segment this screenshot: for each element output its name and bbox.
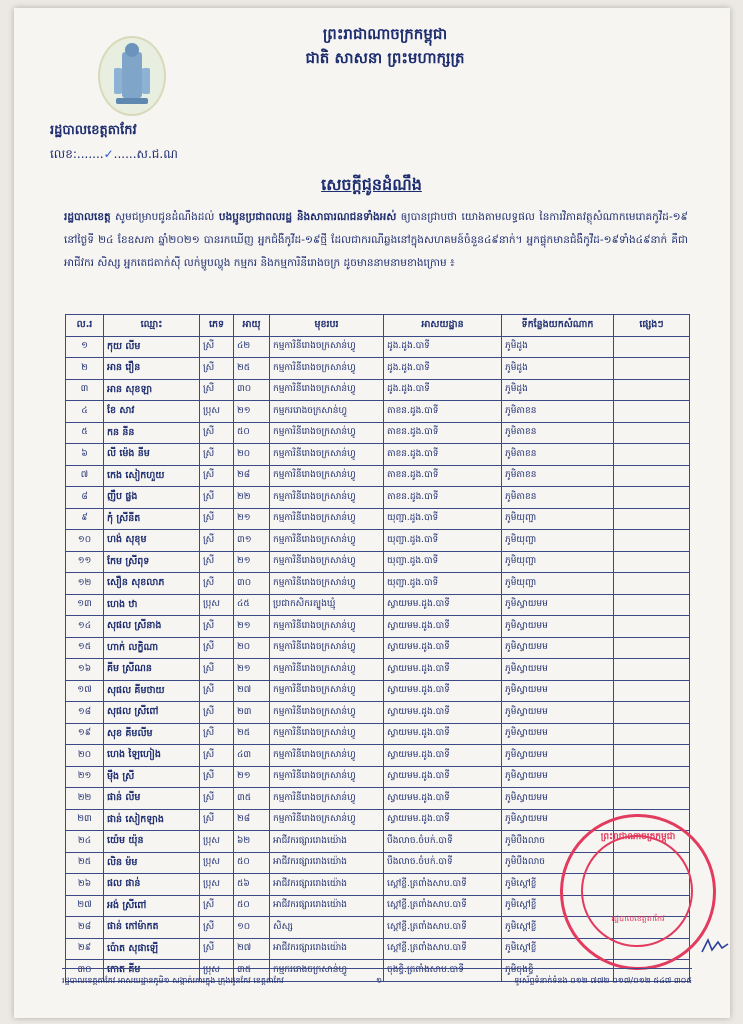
- col-sample-site-cell: ភូមិស្វាយមម: [502, 723, 614, 745]
- col-name-cell: ញឹប ផ្លង: [104, 487, 200, 509]
- col-address-cell: ដូង.ដូង.បាទី: [384, 336, 502, 358]
- col-sex-cell: ប្រុស: [200, 852, 234, 874]
- col-occupation-cell: កម្មការិនីរោងចក្រសាន់ហ្វូ: [270, 766, 384, 788]
- col-address-cell: ចុងខ្វិ.ត្រពាំងសាប.បាទី: [384, 960, 502, 982]
- col-occupation-cell: កម្មការិនីរោងចក្រសាន់ហ្វូ: [270, 551, 384, 573]
- col-age-cell: ២០: [234, 637, 270, 659]
- col-no-cell: ២៣: [66, 809, 104, 831]
- col-no-cell: ៥: [66, 422, 104, 444]
- col-age-cell: ៥៦: [234, 874, 270, 896]
- col-name-cell: ផាន់ សៀកឡាង: [104, 809, 200, 831]
- col-name-cell: អាន រឿន: [104, 358, 200, 380]
- col-occupation-cell: អាជីវករផ្សាររោងយ៉ោង: [270, 938, 384, 960]
- col-name-cell: សុខ គីមលីម: [104, 723, 200, 745]
- col-no-cell: ១៤: [66, 616, 104, 638]
- col-no-cell: ២៩: [66, 938, 104, 960]
- col-age-cell: ៥០: [234, 895, 270, 917]
- col-occupation-cell: កម្មការិនីរោងចក្រសាន់ហ្វូ: [270, 616, 384, 638]
- official-seal: [560, 814, 716, 970]
- col-sex-cell: ស្រី: [200, 336, 234, 358]
- col-sex-cell: ស្រី: [200, 616, 234, 638]
- col-occupation-cell: កម្មការិនីរោងចក្រសាន់ហ្វូ: [270, 444, 384, 466]
- col-name-cell: ប៉ោត សុផាឡើ: [104, 938, 200, 960]
- table-row: [66, 766, 690, 788]
- table-row: [66, 358, 690, 380]
- table-row: [66, 594, 690, 616]
- col-sample-site-cell: ភូមិស្វាយមម: [502, 616, 614, 638]
- table-header-row: [66, 315, 690, 337]
- col-sex-cell: ស្រី: [200, 358, 234, 380]
- col-no-cell: ១: [66, 336, 104, 358]
- col-name-cell: ហាក់ លក្ខិណា: [104, 637, 200, 659]
- table-row: [66, 680, 690, 702]
- col-age-cell: ២២: [234, 487, 270, 509]
- table-row: [66, 573, 690, 595]
- col-age-cell: ៥០: [234, 852, 270, 874]
- issuing-authority: រដ្ឋបាលខេត្តតាកែវ: [50, 123, 137, 138]
- col-sample-site-cell: ភូមិយុញ្ជា: [502, 573, 614, 595]
- col-address-cell: ស្តៅខ្លី.ត្រពាំងសាប.បាទី: [384, 874, 502, 896]
- kingdom-name: ព្រះរាជាណាចក្រកម្ពុជា: [322, 25, 448, 43]
- col-sex-cell: ប្រុស: [200, 831, 234, 853]
- col-age-cell: ២៣: [234, 702, 270, 724]
- col-other-cell: [614, 508, 690, 530]
- col-address-cell: ស្តៅខ្លី.ត្រពាំងសាប.បាទី: [384, 917, 502, 939]
- col-occupation-cell: កម្មការិនីរោងចក្រសាន់ហ្វូ: [270, 745, 384, 767]
- page-footer: [62, 968, 692, 987]
- col-name-cell: លិន ម៉ម: [104, 852, 200, 874]
- national-motto: ជាតិ សាសនា ព្រះមហាក្សត្រ: [305, 49, 465, 67]
- col-sample-site-cell: ភូមិស្តៅខ្លី: [502, 917, 614, 939]
- col-address-cell: ដូង.ដូង.បាទី: [384, 358, 502, 380]
- col-occupation-cell: កម្មការិនីរោងចក្រសាន់ហ្វូ: [270, 530, 384, 552]
- col-name-cell: សុផល គីមថាយ: [104, 680, 200, 702]
- col-no-cell: ២៦: [66, 874, 104, 896]
- col-no-cell: ២៧: [66, 895, 104, 917]
- col-sex-cell: ស្រី: [200, 659, 234, 681]
- col-sample-site-cell: ភូមិយុញ្ជា: [502, 551, 614, 573]
- col-address-cell: បឹងលាច.ចំបក់.បាទី: [384, 852, 502, 874]
- col-other-cell: [614, 487, 690, 509]
- col-other-cell: [614, 702, 690, 724]
- reference-number: [50, 146, 178, 164]
- col-occupation-cell: កម្មការិនីរោងចក្រសាន់ហ្វូ: [270, 379, 384, 401]
- footer-contact: ទូរស័ព្ទទំនាក់ទំនង ០១២ ៧៧២ ០១៧/០១២ ៥៤៧ ៣០៥: [514, 976, 692, 985]
- col-other-cell: [614, 465, 690, 487]
- col-occupation-cell: កម្មការិនីរោងចក្រសាន់ហ្វូ: [270, 659, 384, 681]
- col-address-cell: ស្វាយមម.ដូង.បាទី: [384, 788, 502, 810]
- col-no-cell: ៣០: [66, 960, 104, 982]
- col-sex-cell: ស្រី: [200, 895, 234, 917]
- col-name-cell: ផល ផាន់: [104, 874, 200, 896]
- col-no-cell: ៣: [66, 379, 104, 401]
- col-age-cell: ២១: [234, 616, 270, 638]
- col-sex-cell: ប្រុស: [200, 594, 234, 616]
- intro-text-2: ឲ្យបានជ្រាបថា យោងតាមលទ្ធផល នៃការវិភាគវត្ថុសំណាកមេរោគកូវីដ-១៩ នៅថ្ងៃទី ២៤ ខែឧសភា ឆ្នាំ២០២១ បានរកឃើញ អ្នកជំងឺកូវីដ-១៩ថ្មី ដែលជាករណីឆ្លងនៅក្នុងសហគមន៍ចំនួន៤៩នាក់។ អ្នកផ្ទុកមានជំងឺកូវីដ-១៩ទាំង៤៩នាក់ គឺជាអាជីវករ សិស្ស អ្នកតេជតាក់ស៊ី លក់ម្ហូបល្ហុង កម្មករ និងកម្មការិនីរោងចក្រ ដូចមាននាមនាមខាងក្រោម ៖: [64, 211, 688, 269]
- col-name-cell: ហេង ឡៃហៀង: [104, 745, 200, 767]
- col-other-cell: [614, 530, 690, 552]
- col-sample-site-cell: ភូមិស្វាយមម: [502, 766, 614, 788]
- col-sex-cell: ស្រី: [200, 788, 234, 810]
- col-occupation-cell: កម្មការិនីរោងចក្រសាន់ហ្វូ: [270, 336, 384, 358]
- col-age-cell: ២១: [234, 766, 270, 788]
- col-age-cell: ៤៥: [234, 594, 270, 616]
- col-occupation-cell: កម្មកររោងចក្រសាន់ហ្វូ: [270, 960, 384, 982]
- col-name-cell: ម៉ឹង ស្រី: [104, 766, 200, 788]
- col-sex-cell: ស្រី: [200, 487, 234, 509]
- col-name-cell: សុផល ស្រីនាង: [104, 616, 200, 638]
- col-sample-site-cell: ភូមិបឹងលាច: [502, 852, 614, 874]
- col-no-cell: ២១: [66, 766, 104, 788]
- col-age-cell: ២៨: [234, 465, 270, 487]
- col-sample-site-cell: ភូមិដូង: [502, 336, 614, 358]
- col-sex-cell: ស្រី: [200, 422, 234, 444]
- col-sex-cell: ស្រី: [200, 508, 234, 530]
- col-sample-site-cell: ភូមិស្វាយមម: [502, 788, 614, 810]
- table-row: [66, 745, 690, 767]
- col-other-cell: [614, 766, 690, 788]
- col-name-cell: កុំ ស្រីនីត: [104, 508, 200, 530]
- col-name-cell: អាន សុខឡា: [104, 379, 200, 401]
- col-address-cell: ស្វាយមម.ដូង.បាទី: [384, 680, 502, 702]
- table-row: [66, 616, 690, 638]
- seal-bottom-text: រដ្ឋបាលខេត្តតាកែវ: [611, 914, 665, 923]
- col-address-cell: ស្វាយមម.ដូង.បាទី: [384, 809, 502, 831]
- col-no-cell: ៦: [66, 444, 104, 466]
- col-occupation-cell: កម្មការិនីរោងចក្រសាន់ហ្វូ: [270, 487, 384, 509]
- col-sex-cell: ស្រី: [200, 551, 234, 573]
- col-sample-site-cell: ភូមិយុញ្ជា: [502, 508, 614, 530]
- col-sample-site-cell: ភូមិស្វាយមម: [502, 637, 614, 659]
- col-sex-cell: ស្រី: [200, 809, 234, 831]
- col-no-cell: ២៤: [66, 831, 104, 853]
- col-name-cell: លី ម៉េង នីម: [104, 444, 200, 466]
- col-occupation-cell: កម្មការិនីរោងចក្រសាន់ហ្វូ: [270, 723, 384, 745]
- col-no-cell: ២៥: [66, 852, 104, 874]
- col-occupation-cell: កម្មការិនីរោងចក្រសាន់ហ្វូ: [270, 358, 384, 380]
- col-address-cell: ស្វាយមម.ដូង.បាទី: [384, 723, 502, 745]
- col-age-cell: ៣០: [234, 379, 270, 401]
- col-age-cell: ២១: [234, 551, 270, 573]
- col-name-cell: យ៉េម យ៉ុន: [104, 831, 200, 853]
- ref-checkmark: ✓: [103, 147, 114, 161]
- col-age-cell: ២១: [234, 659, 270, 681]
- col-sample-site-cell: ភូមិយុញ្ជា: [502, 530, 614, 552]
- table-row: [66, 788, 690, 810]
- col-sample-site-cell: ភូមិស្តៅខ្លី: [502, 938, 614, 960]
- col-address-cell: ស្វាយមម.ដូង.បាទី: [384, 637, 502, 659]
- col-no-cell: ២: [66, 358, 104, 380]
- col-no-cell: ១៦: [66, 659, 104, 681]
- col-sex-cell: ប្រុស: [200, 401, 234, 423]
- col-name-cell: ខែ សាវ: [104, 401, 200, 423]
- header-col-no: ល.រ: [66, 315, 104, 337]
- col-no-cell: ១១: [66, 551, 104, 573]
- col-age-cell: ២១: [234, 508, 270, 530]
- col-sex-cell: ស្រី: [200, 530, 234, 552]
- col-address-cell: ស្វាយមម.ដូង.បាទី: [384, 766, 502, 788]
- col-sex-cell: ស្រី: [200, 637, 234, 659]
- col-sex-cell: ស្រី: [200, 680, 234, 702]
- intro-text-1: សូមជម្រាបជូនដំណឹងដល់: [110, 211, 219, 223]
- col-age-cell: ៤២: [234, 336, 270, 358]
- col-age-cell: ៥០: [234, 422, 270, 444]
- header-col-sex: ភេទ: [200, 315, 234, 337]
- table-row: [66, 336, 690, 358]
- col-occupation-cell: អាជីវករផ្សាររោងយ៉ោង: [270, 895, 384, 917]
- table-row: [66, 401, 690, 423]
- col-other-cell: [614, 444, 690, 466]
- intro-bold: បងប្អូនប្រជាពលរដ្ឋ និងសាធារណជនទាំងអស់: [218, 211, 397, 223]
- col-occupation-cell: កម្មការិនីរោងចក្រសាន់ហ្វូ: [270, 422, 384, 444]
- col-no-cell: ១២: [66, 573, 104, 595]
- col-occupation-cell: អាជីវករផ្សាររោងយ៉ោង: [270, 852, 384, 874]
- col-no-cell: ១៥: [66, 637, 104, 659]
- col-name-cell: កន នីន: [104, 422, 200, 444]
- table-row: [66, 702, 690, 724]
- col-sex-cell: ស្រី: [200, 745, 234, 767]
- col-age-cell: ៣៥: [234, 788, 270, 810]
- col-address-cell: តាខន.ដូង.បាទី: [384, 401, 502, 423]
- col-no-cell: ២០: [66, 745, 104, 767]
- col-occupation-cell: កម្មការិនីរោងចក្រសាន់ហ្វូ: [270, 508, 384, 530]
- col-sample-site-cell: ភូមិស្វាយមម: [502, 702, 614, 724]
- col-name-cell: កេង សៀកហួយ: [104, 465, 200, 487]
- table-row: [66, 530, 690, 552]
- col-age-cell: ៣០: [234, 573, 270, 595]
- table-row: [66, 444, 690, 466]
- document-title: សេចក្តីជូនដំណឹង: [321, 175, 422, 194]
- col-no-cell: ៤: [66, 401, 104, 423]
- col-age-cell: ២០: [234, 444, 270, 466]
- col-sample-site-cell: ភូមិចុងខ្វិ: [502, 960, 614, 982]
- header-col-address: អាសយដ្ឋាន: [384, 315, 502, 337]
- col-age-cell: ២៧: [234, 938, 270, 960]
- col-occupation-cell: សិស្ស: [270, 917, 384, 939]
- col-sample-site-cell: ភូមិតាខន: [502, 487, 614, 509]
- header-col-age: អាយុ: [234, 315, 270, 337]
- col-address-cell: ស្វាយមម.ដូង.បាទី: [384, 702, 502, 724]
- col-sample-site-cell: ភូមិដូង: [502, 379, 614, 401]
- col-sample-site-cell: ភូមិតាខន: [502, 401, 614, 423]
- col-occupation-cell: កម្មកររោងចក្រសាន់ហ្វូ: [270, 401, 384, 423]
- col-age-cell: ២៥: [234, 723, 270, 745]
- col-sex-cell: ស្រី: [200, 766, 234, 788]
- col-occupation-cell: កម្មការិនីរោងចក្រសាន់ហ្វូ: [270, 809, 384, 831]
- kingdom-header: [230, 22, 540, 70]
- col-no-cell: ១០: [66, 530, 104, 552]
- col-no-cell: ១៨: [66, 702, 104, 724]
- col-occupation-cell: កម្មការិនីរោងចក្រសាន់ហ្វូ: [270, 637, 384, 659]
- col-other-cell: [614, 401, 690, 423]
- col-other-cell: [614, 336, 690, 358]
- col-other-cell: [614, 358, 690, 380]
- col-no-cell: ១៩: [66, 723, 104, 745]
- col-occupation-cell: កម្មការិនីរោងចក្រសាន់ហ្វូ: [270, 573, 384, 595]
- col-address-cell: ស្តៅខ្លី.ត្រពាំងសាប.បាទី: [384, 938, 502, 960]
- seal-top-text: ព្រះរាជាណាចក្រកម្ពុជា: [600, 832, 676, 842]
- col-address-cell: ដូង.ដូង.បាទី: [384, 379, 502, 401]
- col-sex-cell: ស្រី: [200, 917, 234, 939]
- table-row: [66, 723, 690, 745]
- col-no-cell: ៨: [66, 487, 104, 509]
- col-other-cell: [614, 573, 690, 595]
- col-sample-site-cell: ភូមិដូង: [502, 358, 614, 380]
- col-name-cell: ផាន់ កៅម៉ាកត: [104, 917, 200, 939]
- col-other-cell: [614, 551, 690, 573]
- col-address-cell: យុញ្ជា.ដូង.បាទី: [384, 551, 502, 573]
- col-no-cell: ២៨: [66, 917, 104, 939]
- col-occupation-cell: កម្មការិនីរោងចក្រសាន់ហ្វូ: [270, 702, 384, 724]
- col-sample-site-cell: ភូមិតាខន: [502, 422, 614, 444]
- table-row: [66, 487, 690, 509]
- col-age-cell: ៣១: [234, 530, 270, 552]
- col-sex-cell: ស្រី: [200, 723, 234, 745]
- col-no-cell: ៩: [66, 508, 104, 530]
- col-age-cell: ២៧: [234, 680, 270, 702]
- col-address-cell: ស្តៅខ្លី.ត្រពាំងសាប.បាទី: [384, 895, 502, 917]
- col-other-cell: [614, 659, 690, 681]
- ref-prefix: លេខ:.......: [50, 147, 104, 161]
- col-other-cell: [614, 680, 690, 702]
- table-row: [66, 551, 690, 573]
- col-sex-cell: ស្រី: [200, 379, 234, 401]
- col-address-cell: យុញ្ជា.ដូង.បាទី: [384, 530, 502, 552]
- col-other-cell: [614, 745, 690, 767]
- col-sex-cell: ស្រី: [200, 702, 234, 724]
- col-address-cell: តាខន.ដូង.បាទី: [384, 444, 502, 466]
- col-sex-cell: ស្រី: [200, 465, 234, 487]
- col-sex-cell: ស្រី: [200, 573, 234, 595]
- col-no-cell: ១៧: [66, 680, 104, 702]
- col-occupation-cell: ប្រជាកសិករត្បូងឃ្មុំ: [270, 594, 384, 616]
- col-no-cell: ១៣: [66, 594, 104, 616]
- col-sex-cell: ប្រុស: [200, 960, 234, 982]
- col-occupation-cell: កម្មការិនីរោងចក្រសាន់ហ្វូ: [270, 680, 384, 702]
- col-name-cell: ហង់ សុខុម: [104, 530, 200, 552]
- col-sex-cell: ស្រី: [200, 938, 234, 960]
- header-col-sample-site: ទីកន្លែងយកសំណាក: [502, 315, 614, 337]
- col-no-cell: ២២: [66, 788, 104, 810]
- header-col-name: ឈ្មោះ: [104, 315, 200, 337]
- table-row: [66, 637, 690, 659]
- table-row: [66, 379, 690, 401]
- table-row: [66, 422, 690, 444]
- col-other-cell: [614, 379, 690, 401]
- col-name-cell: សឿន សុខលាភ: [104, 573, 200, 595]
- col-address-cell: យុញ្ជា.ដូង.បាទី: [384, 508, 502, 530]
- col-occupation-cell: កម្មការិនីរោងចក្រសាន់ហ្វូ: [270, 465, 384, 487]
- ref-suffix: ......ស.ជ.ណ: [113, 147, 178, 161]
- col-address-cell: ស្វាយមម.ដូង.បាទី: [384, 594, 502, 616]
- col-sample-site-cell: ភូមិស្តៅខ្លី: [502, 895, 614, 917]
- col-other-cell: [614, 788, 690, 810]
- col-age-cell: ១០: [234, 917, 270, 939]
- col-other-cell: [614, 637, 690, 659]
- col-no-cell: ៧: [66, 465, 104, 487]
- col-name-cell: អង់ ស្រីពៅ: [104, 895, 200, 917]
- col-sample-site-cell: ភូមិបឹងលាច: [502, 831, 614, 853]
- col-address-cell: ស្វាយមម.ដូង.បាទី: [384, 659, 502, 681]
- table-row: [66, 508, 690, 530]
- col-sample-site-cell: ភូមិស្វាយមម: [502, 659, 614, 681]
- col-sample-site-cell: ភូមិតាខន: [502, 444, 614, 466]
- col-other-cell: [614, 723, 690, 745]
- col-sample-site-cell: ភូមិតាខន: [502, 465, 614, 487]
- col-name-cell: ហេង ឋា: [104, 594, 200, 616]
- col-address-cell: តាខន.ដូង.បាទី: [384, 465, 502, 487]
- col-other-cell: [614, 616, 690, 638]
- header-col-other: ផ្សេងៗ: [614, 315, 690, 337]
- table-row: [66, 465, 690, 487]
- signature-mark: [700, 936, 730, 956]
- col-address-cell: យុញ្ជា.ដូង.បាទី: [384, 573, 502, 595]
- col-other-cell: [614, 594, 690, 616]
- col-age-cell: ៦២: [234, 831, 270, 853]
- col-age-cell: ២៨: [234, 809, 270, 831]
- col-address-cell: ស្វាយមម.ដូង.បាទី: [384, 745, 502, 767]
- intro-lead: រដ្ឋបាលខេត្ត: [64, 211, 111, 223]
- col-name-cell: ផាន់ លីម: [104, 788, 200, 810]
- col-sample-site-cell: ភូមិស្វាយមម: [502, 745, 614, 767]
- col-sample-site-cell: ភូមិស្តៅខ្លី: [502, 874, 614, 896]
- col-age-cell: ២៥: [234, 358, 270, 380]
- col-address-cell: តាខន.ដូង.បាទី: [384, 422, 502, 444]
- col-address-cell: ស្វាយមម.ដូង.បាទី: [384, 616, 502, 638]
- col-sample-site-cell: ភូមិស្វាយមម: [502, 809, 614, 831]
- col-name-cell: គីម ស្រីណន: [104, 659, 200, 681]
- seal-inner-ring: [581, 835, 693, 947]
- col-sample-site-cell: ភូមិស្វាយមម: [502, 680, 614, 702]
- col-age-cell: ៤៣: [234, 745, 270, 767]
- col-age-cell: ៣៥: [234, 960, 270, 982]
- footer-address: រដ្ឋបាលខេត្តតាកែវ អាសយដ្ឋានភូមិ១ សង្កាត់រការក្នុង ក្រុងដូនកែវ ខេត្តតាកែវ: [62, 976, 284, 985]
- col-sex-cell: ស្រី: [200, 444, 234, 466]
- col-age-cell: ២១: [234, 401, 270, 423]
- col-sex-cell: ប្រុស: [200, 874, 234, 896]
- national-emblem-icon: [98, 36, 166, 116]
- table-row: [66, 659, 690, 681]
- col-address-cell: បឹងលាច.ចំបក់.បាទី: [384, 831, 502, 853]
- col-name-cell: កោត គីម: [104, 960, 200, 982]
- col-address-cell: តាខន.ដូង.បាទី: [384, 487, 502, 509]
- col-name-cell: កែម ស្រីពុទ: [104, 551, 200, 573]
- col-occupation-cell: អាជីវករផ្សាររោងយ៉ោង: [270, 874, 384, 896]
- col-occupation-cell: កម្មការិនីរោងចក្រសាន់ហ្វូ: [270, 788, 384, 810]
- col-occupation-cell: អាជីវករផ្សាររោងយ៉ោង: [270, 831, 384, 853]
- intro-paragraph: [64, 206, 688, 275]
- col-other-cell: [614, 422, 690, 444]
- col-sample-site-cell: ភូមិស្វាយមម: [502, 594, 614, 616]
- header-col-occupation: មុខរបរ: [270, 315, 384, 337]
- col-name-cell: សុផល ស្រីពៅ: [104, 702, 200, 724]
- col-name-cell: កុយ លីម: [104, 336, 200, 358]
- page-number: ១: [376, 976, 383, 985]
